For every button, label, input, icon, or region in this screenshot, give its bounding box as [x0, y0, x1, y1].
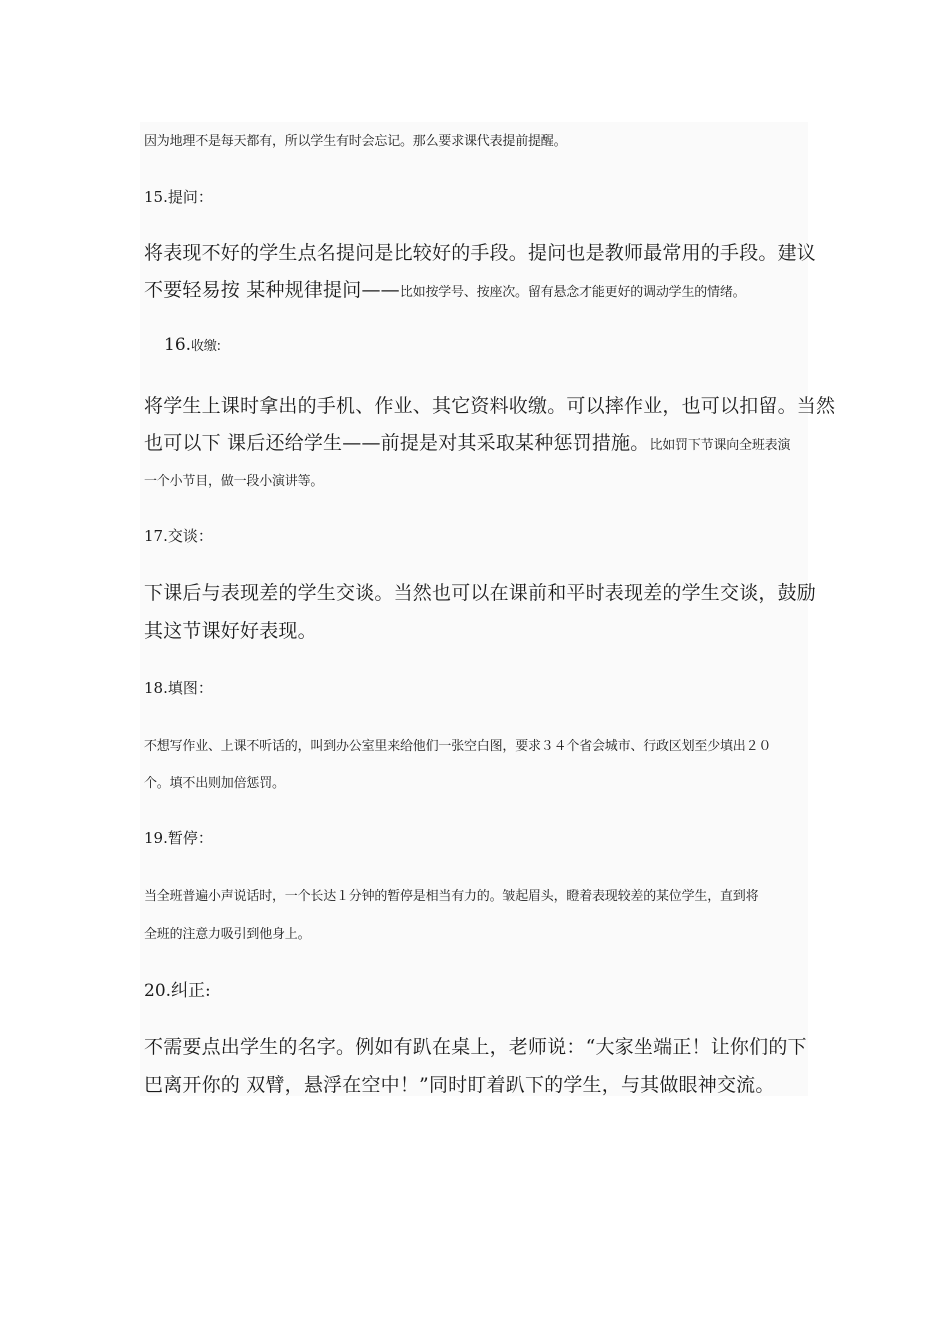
section-16-line-2	[144, 428, 790, 455]
section-17-heading: 17.交谈：	[144, 527, 213, 545]
section-20-heading: 20.纠正:	[144, 981, 211, 1001]
section-16-title: 收缴:	[191, 339, 221, 354]
section-18-line-2: 个。填不出则加倍惩罚。	[144, 776, 285, 791]
section-17-line-1: 下课后与表现差的学生交谈。当然也可以在课前和平时表现差的学生交谈，鼓励	[144, 582, 817, 604]
section-15-line-2-text: 不要轻易按 某种规律提问——	[144, 279, 400, 301]
section-18-heading: 18.填图：	[144, 679, 213, 697]
section-15-line-1	[144, 238, 816, 265]
section-15-line-2-small: 比如按学号、按座次。留有悬念才能更好的调动学生的情绪。	[399, 285, 746, 300]
section-19-line-1: 当全班普遍小声说话时，一个长达１分钟的暂停是相当有力的。皱起眉头，瞪着表现较差的某位学生，直到将	[144, 889, 759, 904]
document-page	[140, 122, 808, 1096]
section-16-line-3: 一个小节目，做一段小演讲等。	[144, 474, 324, 489]
section-16-heading	[164, 335, 221, 355]
section-16-line-2-small: 比如罚下节课向全班表演	[649, 438, 791, 453]
section-19-line-2: 全班的注意力吸引到他身上。	[144, 927, 311, 942]
section-20-line-2: 巴离开你的 双臂，悬浮在空中！”同时盯着趴下的学生，与其做眼神交流。	[144, 1074, 775, 1096]
section-16-number: 16.	[164, 335, 192, 355]
section-18-line-1: 不想写作业、上课不听话的，叫到办公室里来给他们一张空白图，要求３４个省会城市、行政区划至少填出２０	[144, 739, 772, 754]
section-16-line-1-text: 将学生上课时拿出的手机、作业、其它资料收缴。可以摔作业，也可以扣留。当然	[144, 395, 836, 417]
intro-text: 因为地理不是每天都有，所以学生有时会忘记。那么要求课代表提前提醒。	[144, 134, 567, 149]
section-17-line-2: 其这节课好好表现。	[144, 620, 317, 642]
section-16-line-2-text: 也可以下 课后还给学生——前提是对其采取某种惩罚措施。	[144, 432, 650, 454]
section-15-line-1-text: 将表现不好的学生点名提问是比较好的手段。提问也是教师最常用的手段。建议	[144, 242, 817, 264]
section-20-line-1: 不需要点出学生的名字。例如有趴在桌上，老师说：“大家坐端正！让你们的下	[144, 1036, 807, 1058]
section-19-heading: 19.暂停：	[144, 829, 213, 847]
section-15-line-2	[144, 275, 745, 302]
section-15-heading: 15.提问：	[144, 188, 213, 206]
section-16-line-1	[144, 391, 835, 418]
